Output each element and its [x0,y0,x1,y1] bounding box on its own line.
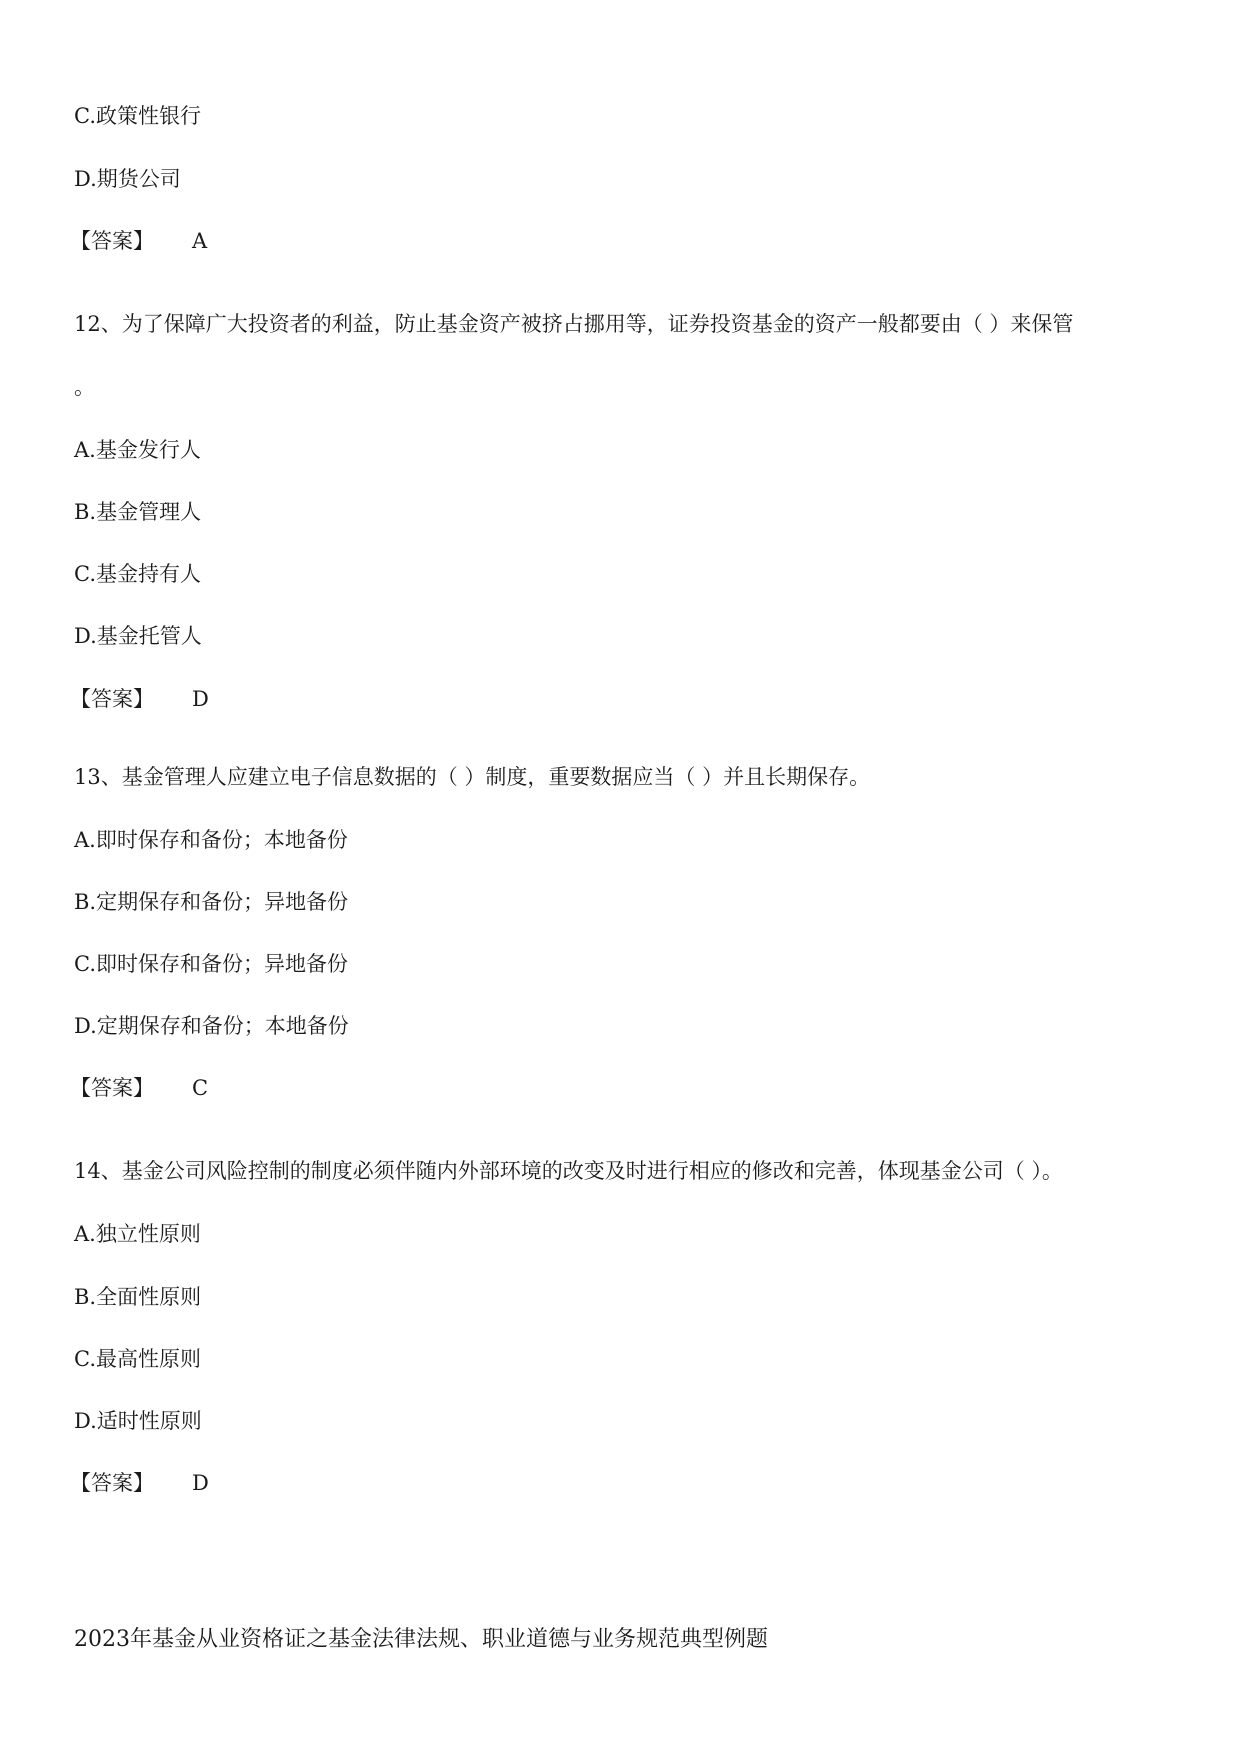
q14-option-b: B.全面性原则 [74,1285,202,1309]
answer-label: 【答案】 [70,1471,154,1495]
q14-option-a: A.独立性原则 [74,1222,201,1246]
answer-value: D [192,687,209,711]
answer-value: D [192,1471,209,1495]
option-c: C.政策性银行 [74,104,201,128]
question-13-text: 13、基金管理人应建立电子信息数据的（ ）制度，重要数据应当（ ）并且长期保存。 [74,765,871,789]
answer-label: 【答案】 [70,687,154,711]
q12-option-b: B.基金管理人 [74,500,202,524]
q13-answer-line [70,1074,208,1102]
answer-value: C [192,1076,209,1100]
q14-option-d: D.适时性原则 [74,1409,202,1433]
q14-option-c: C.最高性原则 [74,1347,201,1371]
answer-label: 【答案】 [70,229,154,253]
document-footer-title: 2023年基金从业资格证之基金法律法规、职业道德与业务规范典型例题 [74,1627,768,1652]
q13-option-d: D.定期保存和备份；本地备份 [74,1014,349,1038]
q12-option-d: D.基金托管人 [74,624,202,648]
q14-answer-line [70,1469,209,1497]
q12-answer-line [70,685,209,713]
question-14-text: 14、基金公司风险控制的制度必须伴随内外部环境的改变及时进行相应的修改和完善，体现基金公司（ ）。 [74,1159,1063,1183]
answer-line [70,227,207,255]
q12-option-c: C.基金持有人 [74,562,201,586]
question-12-text: 12、为了保障广大投资者的利益，防止基金资产被挤占挪用等，证券投资基金的资产一般都要由（ ）来保管 [74,312,1074,336]
q13-option-b: B.定期保存和备份；异地备份 [74,890,349,914]
q13-option-c: C.即时保存和备份；异地备份 [74,952,348,976]
option-d: D.期货公司 [74,167,181,191]
answer-value: A [192,229,208,253]
q13-option-a: A.即时保存和备份；本地备份 [74,828,348,852]
q12-option-a: A.基金发行人 [74,438,201,462]
answer-label: 【答案】 [70,1076,154,1100]
question-12-text-continued: 。 [74,375,95,399]
